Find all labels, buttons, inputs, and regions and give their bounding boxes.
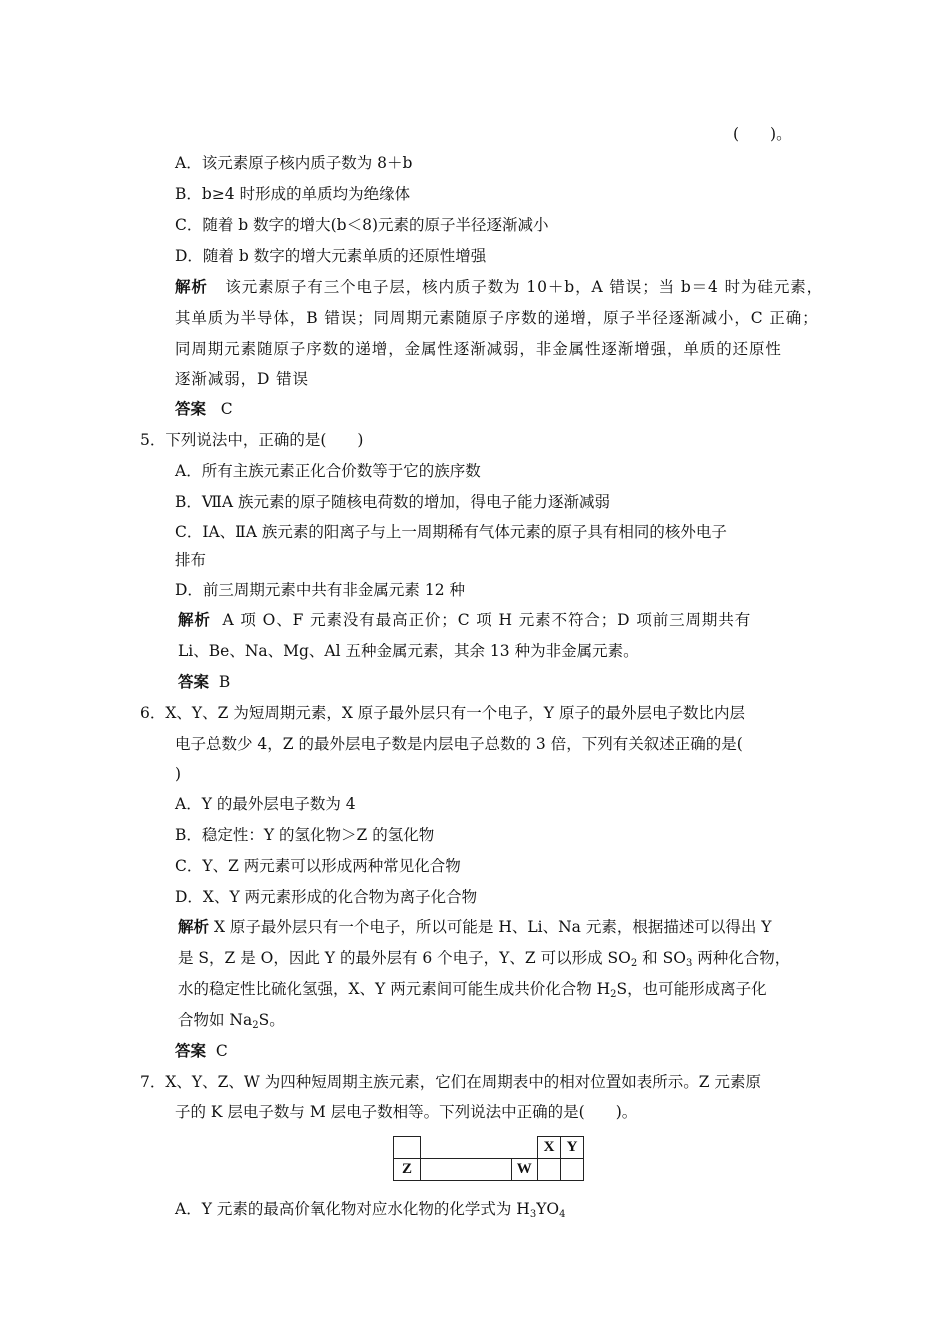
periodic-table-fragment — [393, 1136, 584, 1181]
q6-option-d: D．X、Y 两元素形成的化合物为离子化合物 — [175, 888, 478, 906]
q6-stem-line-1: 6．X、Y、Z 为短周期元素，X 原子最外层只有一个电子，Y 原子的最外层电子数比内层 — [140, 704, 745, 722]
table-cell — [561, 1159, 584, 1181]
q5-option-c-cont: 排布 — [175, 551, 207, 569]
top-bracket: ( )。 — [733, 125, 792, 143]
q4-answer: 答案 C — [175, 399, 233, 418]
q6-option-a: A．Y 的最外层电子数为 4 — [175, 795, 356, 813]
table-cell-w: W — [511, 1159, 538, 1181]
q5-option-a: A．所有主族元素正化合价数等于它的族序数 — [175, 462, 481, 480]
q5-answer: 答案 B — [178, 672, 231, 691]
q5-option-d: D．前三周期元素中共有非金属元素 12 种 — [175, 581, 466, 599]
q4-option-c: C．随着 b 数字的增大(b＜8)元素的原子半径逐渐减小 — [175, 216, 549, 234]
q4-option-a: A．该元素原子核内质子数为 8＋b — [175, 154, 413, 172]
q4-analysis-line-4: 逐渐减弱，D 错误 — [175, 370, 309, 388]
q6-answer: 答案 C — [175, 1041, 228, 1060]
q6-analysis-line-3: 水的稳定性比硫化氢强，X、Y 两元素间可能生成共价化合物 $H_2S$，也可能形成离子化 — [178, 980, 767, 1000]
table-cell-x: X — [538, 1137, 561, 1159]
q6-stem-line-3: ) — [175, 765, 182, 783]
q7-stem-line-1: 7．X、Y、Z、W 为四种短周期主族元素，它们在周期表中的相对位置如表所示。Z 元素原 — [140, 1073, 761, 1091]
q5-option-c: C．ⅠA、ⅡA 族元素的阳离子与上一周期稀有气体元素的原子具有相同的核外电子 — [175, 523, 727, 541]
q4-analysis-label: 解析 — [175, 277, 208, 296]
q6-analysis-line-1: 解析 X 原子最外层只有一个电子，所以可能是 H、Li、Na 元素，根据描述可以得出 Y — [178, 917, 772, 936]
table-cell — [511, 1137, 538, 1159]
table-cell-z: Z — [394, 1159, 421, 1181]
q5-analysis-line-1: 解析 A 项 O、F 元素没有最高正价；C 项 H 元素不符合；D 项前三周期共有 — [178, 610, 752, 629]
q7-stem-line-2: 子的 K 层电子数与 M 层电子数相等。下列说法中正确的是( )。 — [175, 1103, 638, 1121]
q6-analysis-line-4: 合物如 $Na_2S$。 — [178, 1011, 285, 1031]
q4-option-b: B．b≥4 时形成的单质均为绝缘体 — [175, 185, 411, 203]
q4-analysis-line-1: 解析 该元素原子有三个电子层，核内质子数为 10＋b，A 错误；当 b＝4 时为硅元素， — [175, 277, 824, 296]
q4-analysis-line-3: 同周期元素随原子序数的递增，金属性逐渐减弱，非金属性逐渐增强，单质的还原性 — [175, 340, 782, 358]
q5-stem: 5．下列说法中，正确的是( ) — [140, 431, 364, 449]
table-cell — [538, 1159, 561, 1181]
q4-analysis-line-2: 其单质为半导体，B 错误；同周期元素随原子序数的递增，原子半径逐渐减小，C 正确； — [175, 309, 819, 327]
table-cell — [421, 1159, 512, 1181]
table-cell — [394, 1137, 421, 1159]
q4-option-d: D．随着 b 数字的增大元素单质的还原性增强 — [175, 247, 487, 265]
q6-option-b: B．稳定性：Y 的氢化物＞Z 的氢化物 — [175, 826, 435, 844]
q6-analysis-line-2: 是 S，Z 是 O，因此 Y 的最外层有 6 个电子，Y、Z 可以形成 $SO_2$ 和 $SO_3$ 两种化合物， — [178, 949, 791, 969]
q5-option-b: B．ⅦA 族元素的原子随核电荷数的增加，得电子能力逐渐减弱 — [175, 493, 611, 511]
q6-stem-line-2: 电子总数少 4，Z 的最外层电子数是内层电子总数的 3 倍，下列有关叙述正确的是( — [175, 735, 743, 753]
q6-option-c: C．Y、Z 两元素可以形成两种常见化合物 — [175, 857, 461, 875]
q7-option-a: A．Y 元素的最高价氧化物对应水化物的化学式为 $H_3YO_4$ — [175, 1200, 566, 1220]
table-cell-y: Y — [561, 1137, 584, 1159]
q5-analysis-line-2: Li、Be、Na、Mg、Al 五种金属元素，其余 13 种为非金属元素。 — [178, 642, 639, 660]
table-cell — [421, 1137, 512, 1159]
